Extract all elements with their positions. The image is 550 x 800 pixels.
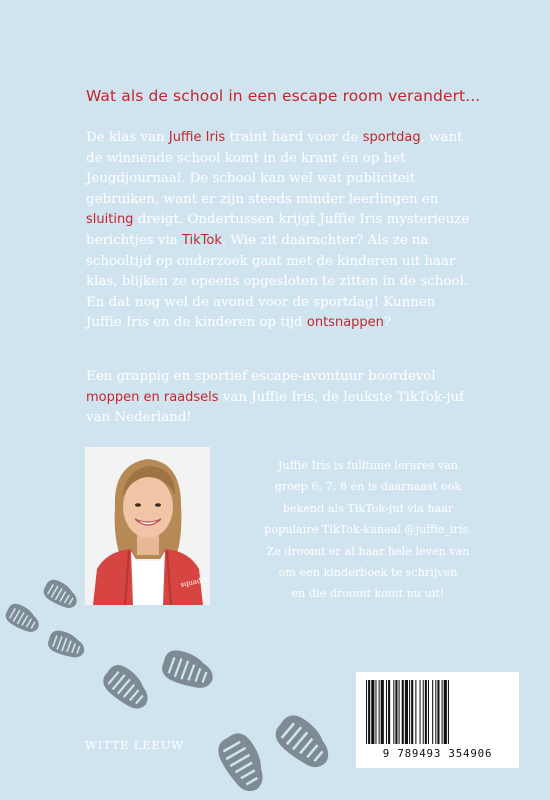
headline: Wat als de school in een escape room verandert... <box>86 87 481 105</box>
highlight-sluiting: sluiting <box>86 212 134 228</box>
barcode-number: 9 789493 354906 <box>382 747 493 760</box>
blurb-text: ? <box>383 315 392 331</box>
blurb-paragraph-1 <box>86 128 471 334</box>
barcode-bars <box>364 680 511 744</box>
svg-text:squadre: squadre <box>179 575 210 589</box>
footprint-icon <box>40 576 81 612</box>
blurb-text: , want de winnende school komt in de krant én op het Jeugdjournaal. De school kan wel wat publiciteit gebruiken, want er zijn steeds minder leerlingen en <box>86 130 463 207</box>
highlight-sportdag: sportdag <box>362 130 421 145</box>
highlight-moppen-en-raadsels: moppen en raadsels <box>86 389 219 405</box>
footprint-icon <box>2 600 43 636</box>
barcode <box>356 672 519 768</box>
author-bio <box>222 455 514 605</box>
blurb-text: De klas van <box>86 130 169 145</box>
bio-line: om een kinderboek te schrijven <box>278 566 458 580</box>
footprint-icon <box>98 660 156 716</box>
footprint-icon <box>45 628 88 662</box>
footprint-icon <box>270 709 339 775</box>
author-photo <box>85 447 210 605</box>
blurb-text: dreigt. Ondertussen krijgt Juffie Iris mysterieuze berichtjes via <box>86 212 470 248</box>
highlight-juffie-iris: Juffie Iris <box>168 130 226 145</box>
highlight-ontsnappen: ontsnappen <box>306 315 384 331</box>
bio-line: groep 6, 7, 8 én is daarnaast ook <box>274 480 462 494</box>
blurb-text: traint hard voor de <box>225 130 363 145</box>
publisher-logo: WITTE LEEUW <box>85 738 184 752</box>
blurb-text: . Wie zit daarachter? Als ze na schooltijd op onderzoek gaat met de kinderen uit haar klas, blijken ze opeens opgesloten te zitten in de school. En dat nog wel de avond voor de sportdag! Kunnen Juffie Iris en de kinderen op tijd <box>86 232 469 331</box>
footprint-icon <box>212 728 273 798</box>
footprint-icon <box>158 646 218 693</box>
bio-line: populaire TikTok-kanaal @juffie_iris. <box>264 523 472 537</box>
blurb-text: Een grappig en sportief escape-avontuur boordevol <box>86 369 436 384</box>
author-portrait-image <box>85 447 210 605</box>
blurb-paragraph-2 <box>86 367 471 429</box>
bio-line: en die droomt komt nu uit! <box>291 587 445 601</box>
highlight-tiktok: TikTok <box>181 232 222 248</box>
bio-line: Ze droomt er al haar hele leven van <box>266 544 470 558</box>
blurb-text: van Juffie Iris, de leukste TikTok-juf van Nederland! <box>86 389 465 426</box>
bio-line: Juffie Iris is fulltime lerares van <box>278 459 458 472</box>
bio-line: bekend als TikTok-juf via haar <box>282 501 454 515</box>
